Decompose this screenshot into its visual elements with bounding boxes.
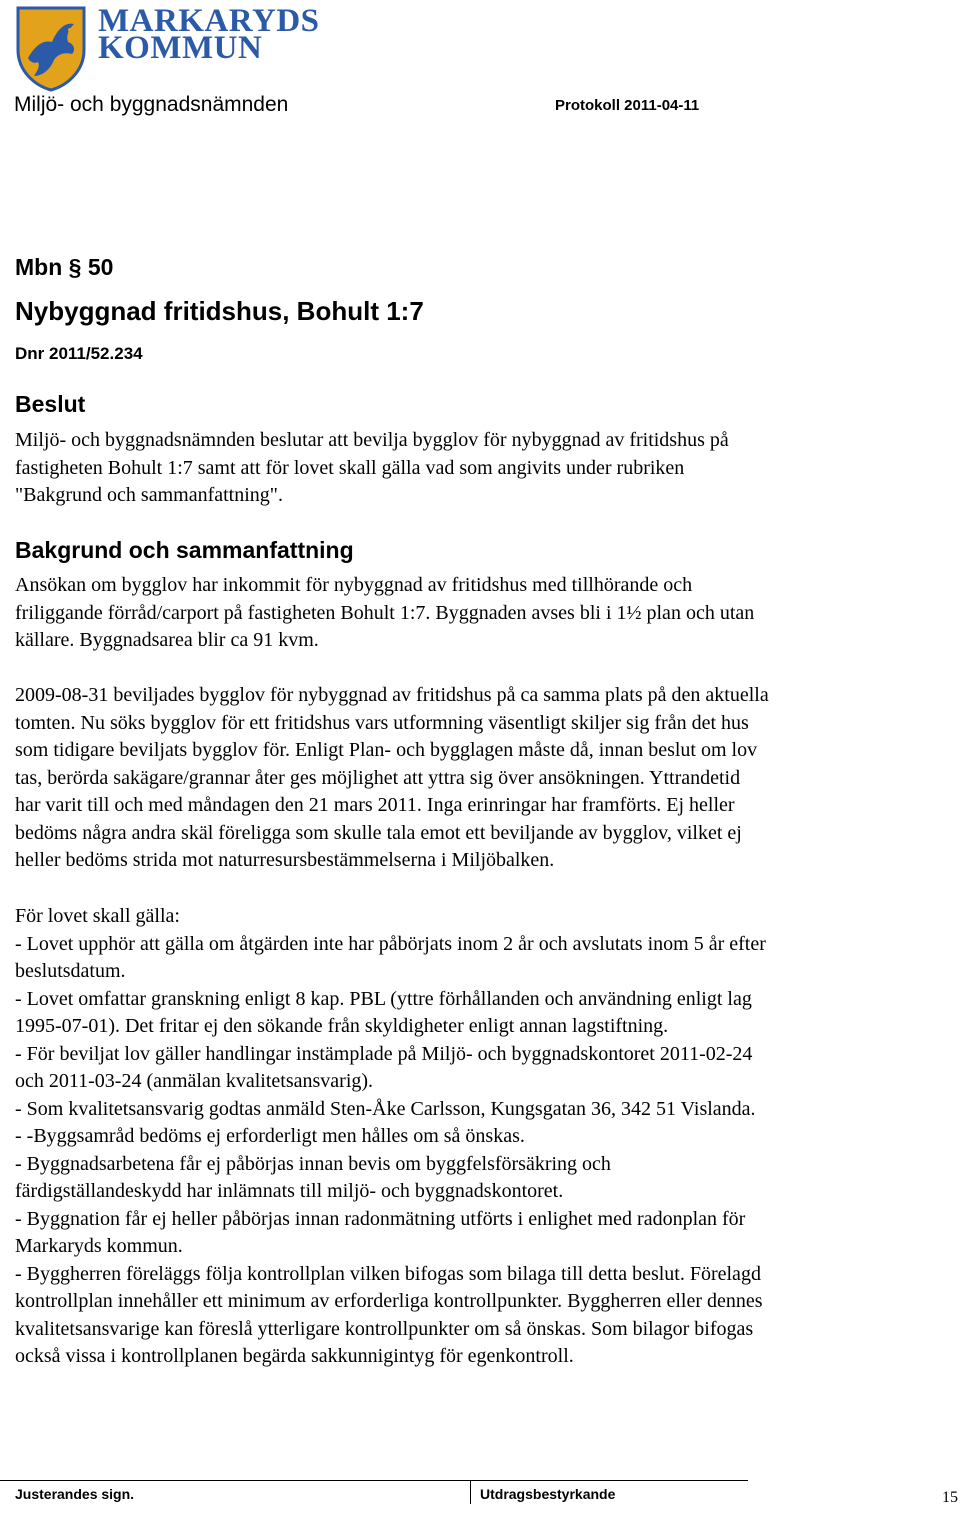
section-heading-bakgrund: Bakgrund och sammanfattning	[15, 537, 354, 563]
section-heading-beslut: Beslut	[15, 391, 86, 417]
text-line: 2009-08-31 beviljades bygglov för nybyggnad av fritidshus på ca samma plats på den aktuella	[15, 684, 769, 706]
text-line: bedöms några andra skäl föreligga som skulle tala emot ett beviljande av bygglov, vilket ej	[15, 821, 742, 844]
footer-column-divider	[470, 1480, 471, 1504]
condition-line: också vissa i kontrollplanen begärda sakkunnigintyg för egenkontroll.	[15, 1345, 574, 1367]
condition-line: färdigställandeskydd har inlämnats till miljö- och byggnadskontoret.	[15, 1180, 564, 1202]
text-line: har varit till och med måndagen den 21 mars 2011. Inga erinringar har framförts. Ej heller	[15, 794, 735, 816]
application-paragraph	[15, 572, 945, 655]
text-line: tas, berörda sakägare/grannar åter ges möjlighet att yttra sig över ansökningen. Yttrandetid	[15, 766, 741, 789]
text-line: fastigheten Bohult 1:7 samt att för lovet skall gälla vad som angivits under rubriken	[15, 456, 685, 479]
condition-line: - Byggnadsarbetena får ej påbörjas innan bevis om byggfelsförsäkring och	[15, 1152, 611, 1175]
diary-number: Dnr 2011/52.234	[15, 344, 143, 363]
condition-line: - För beviljat lov gäller handlingar instämplade på Miljö- och byggnadskontoret 2011-02-24	[15, 1042, 753, 1065]
condition-line: - Byggnation får ej heller påbörjas innan radonmätning utförts i enlighet med radonplan för	[15, 1207, 746, 1230]
text-line: som tidigare beviljats bygglov för. Enligt Plan- och bygglagen måste då, innan beslut om lov	[15, 739, 758, 761]
beslut-paragraph	[15, 427, 945, 510]
text-line: friliggande förråd/carport på fastigheten Bohult 1:7. Byggnaden avses bli i 1½ plan och utan	[15, 601, 755, 624]
protocol-date: Protokoll 2011-04-11	[555, 97, 700, 114]
signature-label: Justerandes sign.	[15, 1486, 135, 1502]
footer-divider	[0, 1480, 748, 1481]
condition-line: - Som kvalitetsansvarig godtas anmäld Sten-Åke Carlsson, Kungsgatan 36, 342 51 Vislanda.	[15, 1097, 756, 1120]
condition-line: - Lovet upphör att gälla om åtgärden inte har påbörjats inom 2 år och avslutats inom 5 år efter	[15, 932, 766, 955]
condition-line: kvalitetsansvarige kan föreslå ytterligare kontrollpunkter om så önskas. Som bilagor bifogas	[15, 1317, 754, 1340]
condition-line: - Byggherren föreläggs följa kontrollplan vilken bifogas som bilaga till detta beslut. Förelagd	[15, 1262, 761, 1285]
conditions-heading: För lovet skall gälla:	[15, 905, 180, 927]
text-line: tomten. Nu söks bygglov för ett fritidshus vars utformning väsentligt skiljer sig från det hus	[15, 711, 749, 734]
condition-line: - -Byggsamråd bedöms ej erforderligt men hålles om så önskas.	[15, 1125, 525, 1147]
excerpt-certification-label: Utdragsbestyrkande	[480, 1486, 616, 1502]
case-number: Mbn § 50	[15, 254, 114, 280]
text-line: heller bedöms strida mot naturresursbestämmelserna i Miljöbalken.	[15, 849, 555, 871]
conditions-list	[15, 903, 945, 1371]
case-title: Nybyggnad fritidshus, Bohult 1:7	[15, 296, 424, 326]
text-line: Ansökan om bygglov har inkommit för nybyggnad av fritidshus med tillhörande och	[15, 574, 693, 596]
condition-line: beslutsdatum.	[15, 960, 126, 982]
department-name: Miljö- och byggnadsnämnden	[14, 93, 289, 116]
condition-line: och 2011-03-24 (anmälan kvalitetsansvarig).	[15, 1070, 374, 1092]
history-paragraph	[15, 682, 945, 875]
municipality-logo	[14, 3, 320, 92]
heraldic-bird-shield-icon	[14, 4, 88, 92]
text-line: källare. Byggnadsarea blir ca 91 kvm.	[15, 629, 319, 651]
text-line: "Bakgrund och sammanfattning".	[15, 484, 283, 506]
condition-line: - Lovet omfattar granskning enligt 8 kap. PBL (yttre förhållanden och användning enligt lag	[15, 987, 752, 1010]
text-line: Miljö- och byggnadsnämnden beslutar att bevilja bygglov för nybyggnad av fritidshus på	[15, 429, 729, 451]
condition-line: Markaryds kommun.	[15, 1235, 183, 1257]
condition-line: 1995-07-01). Det fritar ej den sökande från skyldigheter enligt annan lagstiftning.	[15, 1015, 669, 1037]
page-number: 15	[942, 1489, 958, 1506]
condition-line: kontrollplan innehåller ett minimum av erforderliga kontrollpunkter. Byggherren eller dennes	[15, 1290, 763, 1312]
logo-text-line1: MARKARYDS	[98, 3, 320, 39]
logo-text-line2: KOMMUN	[98, 30, 263, 66]
